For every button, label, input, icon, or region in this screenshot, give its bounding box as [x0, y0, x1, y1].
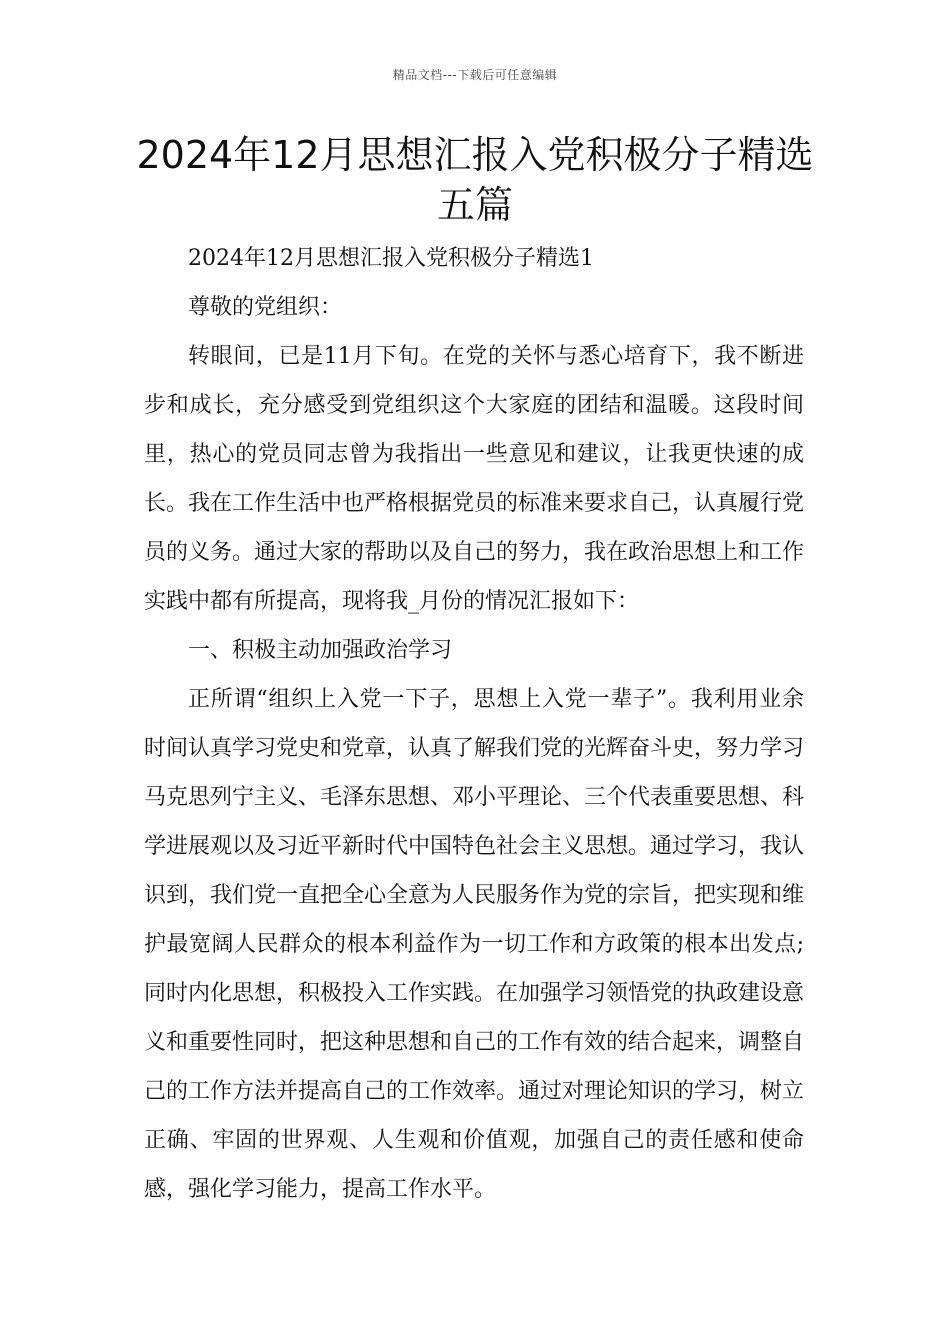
section-heading: 一、积极主动加强政治学习	[188, 638, 453, 663]
paragraph: 正所谓“组织上入党一下子，思想上入党一辈子”。我利用业余时间认真学习党史和党章，认真了解我们党的光辉奋斗史，努力学习马克思列宁主义、毛泽东思想、邓小平理论、三个代表重要思想、科学进展观以及习近平新时代中国特色社会主义思想。通过学习，我认识到，我们党一直把全心全意为人民服务作为党的宗旨，把实现和维护最宽阔人民群众的根本利益作为一切工作和方政策的根本出发点;同时内化思想，积极投入工作实践。在加强学习领悟党的执政建设意义和重要性同时，把这种思想和自己的工作有效的结合起来，调整自己的工作方法并提高自己的工作效率。通过对理论知识的学习，树立正确、牢固的世界观、人生观和价值观，加强自己的责任感和使命感，强化学习能力，提高工作水平。	[144, 687, 805, 1202]
paragraph: 转眼间，已是11月下旬。在党的关怀与悉心培育下，我不断进步和成长，充分感受到党组织这个大家庭的团结和温暖。这段时间里，热心的党员同志曾为我指出一些意见和建议，让我更快速的成长。我在工作生活中也严格根据党员的标准来要求自己，认真履行党员的义务。通过大家的帮助以及自己的努力，我在政治思想上和工作实践中都有所提高，现将我_月份的情况汇报如下：	[144, 344, 805, 614]
document-body	[144, 234, 804, 1214]
document-title: 2024年12月思想汇报入党积极分子精选五篇	[136, 133, 814, 227]
subtitle: 2024年12月思想汇报入党积极分子精选1	[188, 246, 594, 271]
salutation: 尊敬的党组织：	[188, 295, 343, 320]
header-note: 精品文档---下载后可任意编辑	[392, 68, 558, 82]
